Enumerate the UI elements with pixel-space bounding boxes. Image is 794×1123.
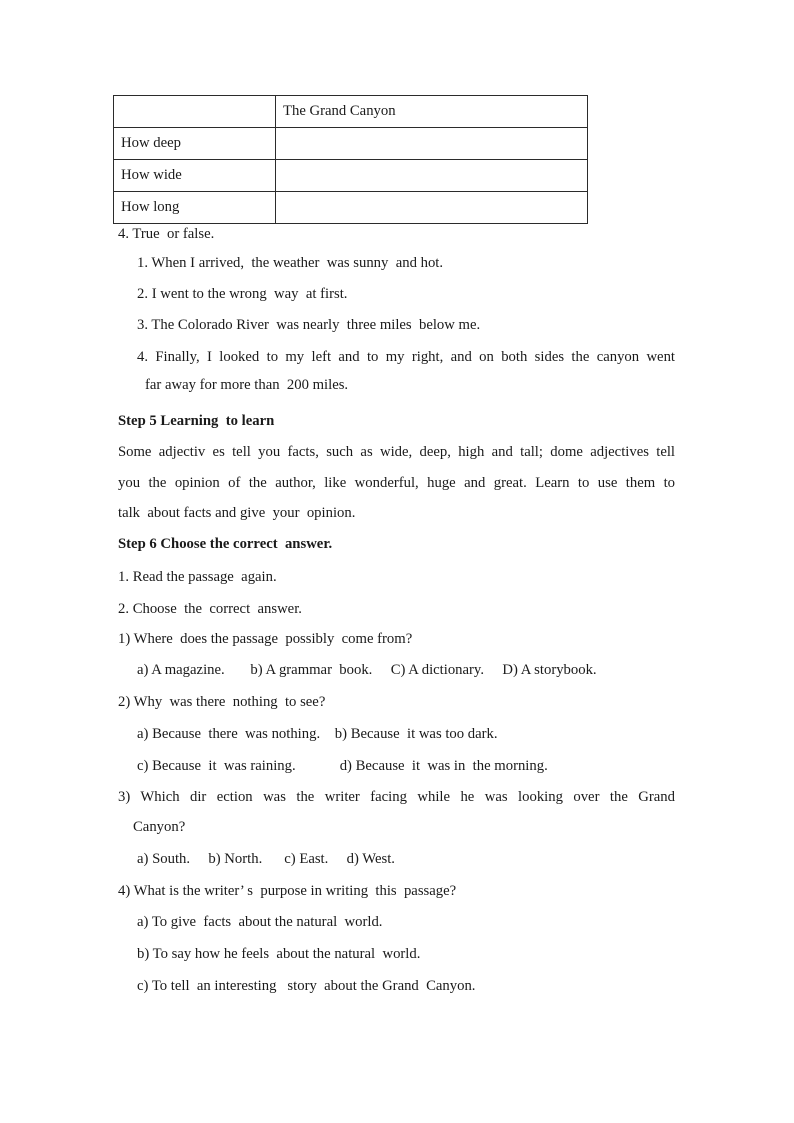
q4-option-c: c) To tell an interesting story about the Grand Canyon. bbox=[137, 978, 476, 994]
row-label-cell: How deep bbox=[114, 128, 276, 160]
row-value-cell bbox=[276, 160, 588, 192]
step5-para-line-1: Some adjectiv es tell you facts, such as wide, deep, high and tall; dome adjectives tell bbox=[118, 444, 675, 460]
tf-item-4-line-1: 4. Finally, I looked to my left and to my right, and on both sides the canyon went bbox=[137, 349, 675, 365]
tf-item-4-line-2: far away for more than 200 miles. bbox=[145, 377, 349, 393]
tf-item-3: 3. The Colorado River was nearly three miles below me. bbox=[137, 317, 481, 333]
table-row bbox=[114, 160, 588, 192]
header-cell-grand-canyon: The Grand Canyon bbox=[276, 96, 588, 128]
q4-option-b: b) To say how he feels about the natural world. bbox=[137, 946, 421, 962]
table-row bbox=[114, 192, 588, 224]
tf-item-1: 1. When I arrived, the weather was sunny and hot. bbox=[137, 255, 444, 271]
table-row bbox=[114, 128, 588, 160]
step5-para-line-2: you the opinion of the author, like wonderful, huge and great. Learn to use them to bbox=[118, 475, 675, 491]
row-value-cell bbox=[276, 128, 588, 160]
row-label-cell: How wide bbox=[114, 160, 276, 192]
q1-options: a) A magazine. b) A grammar book. C) A dictionary. D) A storybook. bbox=[137, 662, 597, 678]
q4-question: 4) What is the writer’ s purpose in writing this passage? bbox=[118, 883, 457, 899]
q2-options-line-1: a) Because there was nothing. b) Because it was too dark. bbox=[137, 726, 498, 742]
comparison-table bbox=[113, 95, 588, 224]
q3-question-line-1: 3) Which dir ection was the writer facing while he was looking over the Grand bbox=[118, 789, 675, 805]
header-cell-blank bbox=[114, 96, 276, 128]
tf-title: 4. True or false. bbox=[118, 226, 215, 242]
step6-instr-2: 2. Choose the correct answer. bbox=[118, 601, 302, 617]
step6-heading: Step 6 Choose the correct answer. bbox=[118, 536, 333, 552]
q1-question: 1) Where does the passage possibly come from? bbox=[118, 631, 413, 647]
q2-options-line-2: c) Because it was raining. d) Because it was in the morning. bbox=[137, 758, 548, 774]
q2-question: 2) Why was there nothing to see? bbox=[118, 694, 326, 710]
table-header-row bbox=[114, 96, 588, 128]
q4-option-a: a) To give facts about the natural world. bbox=[137, 914, 383, 930]
step5-heading: Step 5 Learning to learn bbox=[118, 413, 275, 429]
q3-question-line-2: Canyon? bbox=[133, 819, 186, 835]
tf-item-2: 2. I went to the wrong way at first. bbox=[137, 286, 348, 302]
q3-options: a) South. b) North. c) East. d) West. bbox=[137, 851, 395, 867]
row-value-cell bbox=[276, 192, 588, 224]
step6-instr-1: 1. Read the passage again. bbox=[118, 569, 277, 585]
row-label-cell: How long bbox=[114, 192, 276, 224]
step5-para-line-3: talk about facts and give your opinion. bbox=[118, 505, 356, 521]
